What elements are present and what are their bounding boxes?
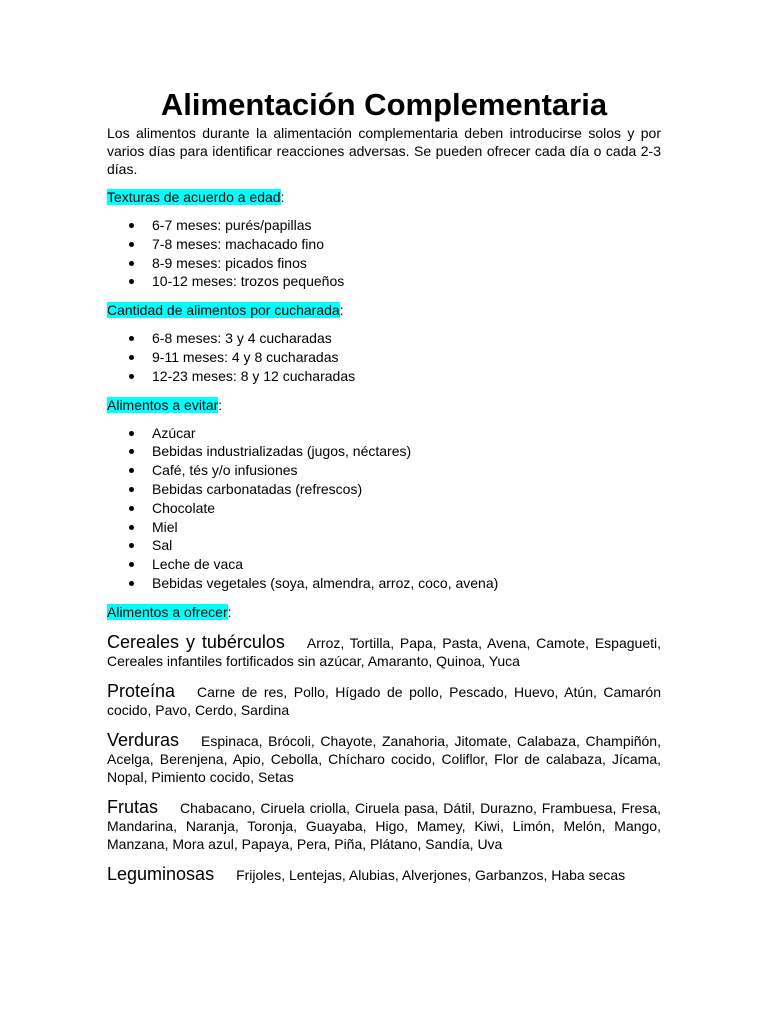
food-group-items: Frijoles, Lentejas, Alubias, Alverjones, Garbanzos, Haba secas bbox=[236, 866, 626, 883]
bullet-icon bbox=[129, 562, 134, 567]
document-content bbox=[107, 86, 661, 884]
list-item-text: Azúcar bbox=[152, 424, 196, 441]
food-group-items: Espinaca, Brócoli, Chayote, Zanahoria, Jitomate, Calabaza, Champiñón, Acelga, Berenjena, Apio, Cebolla, Chícharo cocido, Coliflor, Flor de calabaza, Jícama, Nopal, Pimiento cocido, Setas bbox=[107, 732, 661, 785]
list-item bbox=[107, 574, 661, 593]
list-item-text: Bebidas industrializadas (jugos, néctares) bbox=[152, 443, 412, 460]
bullet-icon bbox=[129, 581, 134, 586]
food-group-items: Arroz, Tortilla, Papa, Pasta, Avena, Camote, Espagueti, Cereales infantiles fortificados sin azúcar, Amaranto, Quinoa, Yuca bbox=[107, 634, 662, 669]
bullet-icon bbox=[129, 525, 134, 530]
list-item bbox=[107, 367, 661, 386]
quantity-heading: Cantidad de alimentos por cucharada bbox=[107, 302, 340, 319]
bullet-icon bbox=[129, 223, 134, 228]
list-item-text: Bebidas vegetales (soya, almendra, arroz, coco, avena) bbox=[152, 574, 499, 591]
bullet-icon bbox=[129, 506, 134, 511]
list-item-text: Sal bbox=[152, 537, 173, 554]
food-group-items: Carne de res, Pollo, Hígado de pollo, Pescado, Huevo, Atún, Camarón cocido, Pavo, Cerdo, Sardina bbox=[107, 683, 661, 718]
list-item bbox=[107, 424, 661, 443]
list-item bbox=[107, 518, 661, 537]
food-group-verduras bbox=[107, 731, 661, 786]
list-item-text: Miel bbox=[152, 518, 178, 535]
food-group-proteina bbox=[107, 682, 661, 719]
list-item-text: Leche de vaca bbox=[152, 556, 244, 573]
list-item bbox=[107, 348, 661, 367]
textures-heading: Texturas de acuerdo a edad bbox=[107, 189, 281, 205]
offer-heading: Alimentos a ofrecer bbox=[107, 603, 228, 620]
avoid-heading: Alimentos a evitar bbox=[107, 396, 219, 413]
bullet-icon bbox=[129, 449, 134, 454]
list-item-text: Bebidas carbonatadas (refrescos) bbox=[152, 480, 363, 497]
list-item bbox=[107, 329, 661, 348]
avoid-list bbox=[107, 424, 661, 593]
bullet-icon bbox=[129, 468, 134, 473]
list-item-text: 7-8 meses: machacado fino bbox=[152, 235, 324, 252]
avoid-heading-line: Alimentos a evitar: bbox=[107, 396, 223, 413]
food-group-category: Leguminosas bbox=[107, 863, 215, 884]
quantity-heading-line: Cantidad de alimentos por cucharada: bbox=[107, 302, 344, 319]
food-group-category: Proteína bbox=[107, 680, 176, 701]
food-group-cereales bbox=[107, 633, 661, 670]
quantity-list bbox=[107, 329, 661, 385]
list-item bbox=[107, 480, 661, 499]
bullet-icon bbox=[129, 487, 134, 492]
food-group-frutas bbox=[107, 798, 661, 853]
bullet-icon bbox=[129, 374, 134, 379]
list-item bbox=[107, 272, 661, 291]
bullet-icon bbox=[129, 279, 134, 284]
list-item bbox=[107, 216, 661, 235]
list-item-text: 10-12 meses: trozos pequeños bbox=[152, 273, 345, 290]
list-item-text: Chocolate bbox=[152, 499, 216, 516]
list-item-text: 8-9 meses: picados finos bbox=[152, 254, 307, 271]
bullet-icon bbox=[129, 242, 134, 247]
bullet-icon bbox=[129, 336, 134, 341]
list-item bbox=[107, 235, 661, 254]
textures-list bbox=[107, 216, 661, 291]
food-group-category: Cereales y tubérculos bbox=[107, 631, 285, 652]
list-item-text: Café, tés y/o infusiones bbox=[152, 462, 298, 479]
list-item-text: 9-11 meses: 4 y 8 cucharadas bbox=[152, 348, 339, 365]
food-group-leguminosas bbox=[107, 865, 661, 884]
intro-paragraph: Los alimentos durante la alimentación complementaria deben introducirse solos y por varios días para identificar reacciones adversas. Se pueden ofrecer cada día o cada 2-3 días. bbox=[107, 125, 661, 177]
page-title: Alimentación Complementaria bbox=[160, 87, 608, 122]
bullet-icon bbox=[129, 355, 134, 360]
bullet-icon bbox=[129, 543, 134, 548]
list-item bbox=[107, 254, 661, 273]
bullet-icon bbox=[129, 261, 134, 266]
list-item bbox=[107, 442, 661, 461]
food-group-category: Verduras bbox=[107, 729, 180, 750]
list-item bbox=[107, 555, 661, 574]
list-item-text: 6-7 meses: purés/papillas bbox=[152, 217, 312, 233]
food-group-category: Frutas bbox=[107, 796, 159, 817]
list-item-text: 6-8 meses: 3 y 4 cucharadas bbox=[152, 330, 332, 347]
bullet-icon bbox=[129, 431, 134, 436]
list-item bbox=[107, 536, 661, 555]
offer-heading-line: Alimentos a ofrecer: bbox=[107, 603, 232, 620]
list-item bbox=[107, 499, 661, 518]
list-item bbox=[107, 461, 661, 480]
list-item-text: 12-23 meses: 8 y 12 cucharadas bbox=[152, 367, 356, 384]
food-group-items: Chabacano, Ciruela criolla, Ciruela pasa, Dátil, Durazno, Frambuesa, Fresa, Mandarina, Naranja, Toronja, Guayaba, Higo, Mamey, Kiwi, Limón, Melón, Mango, Manzana, Mora azul, Papaya, Pera, Piña, Plátano, Sandía, Uva bbox=[107, 799, 661, 852]
textures-heading-line: Texturas de acuerdo a edad: bbox=[107, 189, 285, 205]
